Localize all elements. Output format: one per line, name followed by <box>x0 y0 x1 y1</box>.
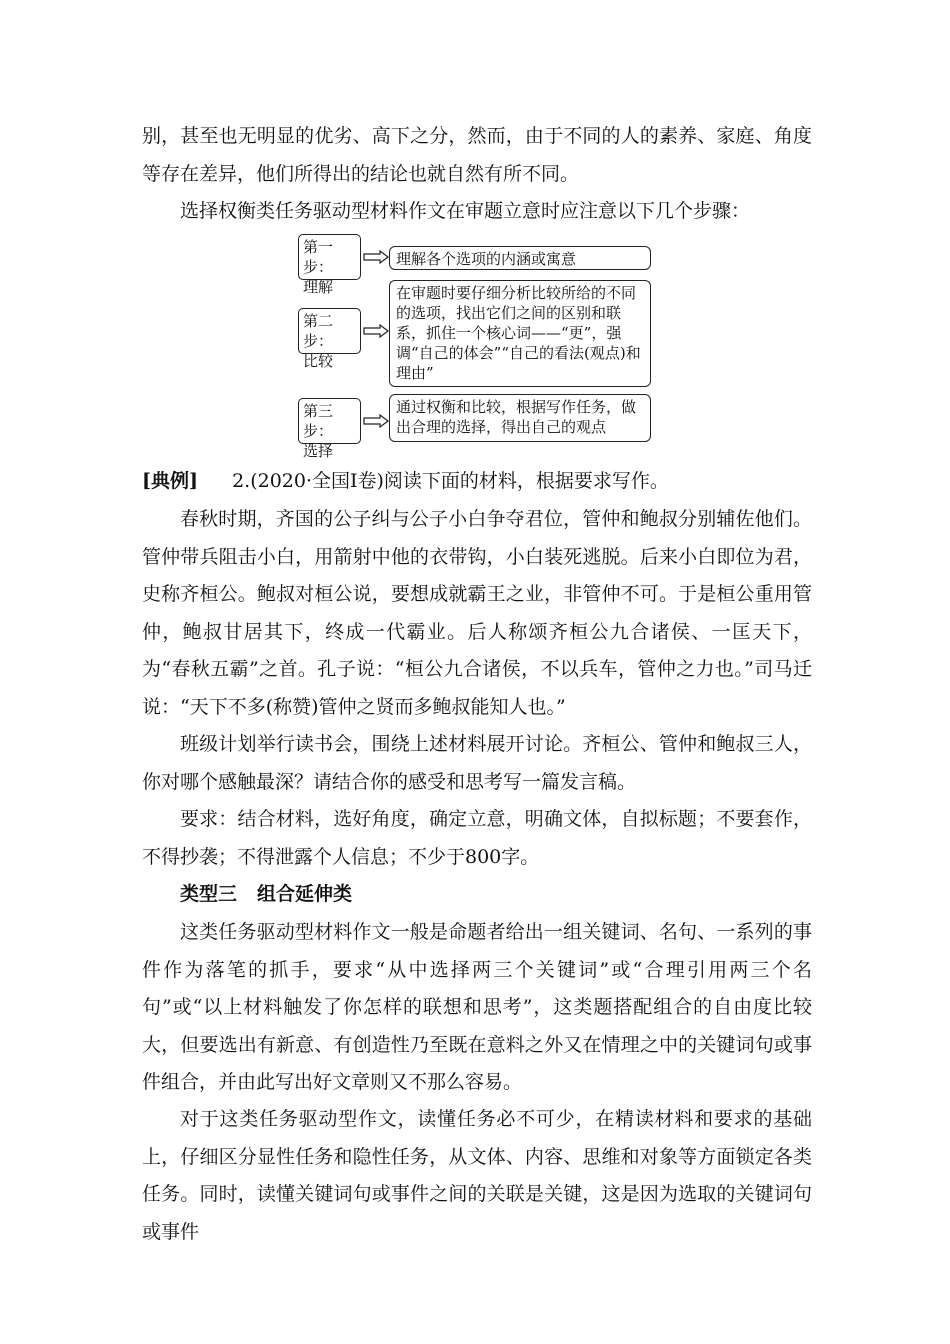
section-heading <box>180 876 352 914</box>
step-2-box <box>298 308 361 370</box>
step-2-label: 第二步： <box>303 312 334 350</box>
step-1-description: 理解各个选项的内涵或寓意 <box>389 246 651 270</box>
step-3-label: 第三步： <box>303 402 334 440</box>
example-tag: [典例] <box>142 470 198 492</box>
section-title: 组合延伸类 <box>257 883 353 905</box>
step-2-name: 比较 <box>303 352 334 370</box>
example-intro <box>142 463 812 501</box>
paragraph-continued: 别，甚至也无明显的优劣、高下之分，然而，由于不同的人的素养、家庭、角度等存在差异，他们所得出的结论也就自然有所不同。 <box>142 125 812 185</box>
step-3-description: 通过权衡和比较，根据写作任务，做出合理的选择，得出自己的观点 <box>389 394 651 442</box>
step-2-arrow-icon <box>363 324 389 338</box>
example-intro-text: 2.(2020·全国Ⅰ卷)阅读下面的材料，根据要求写作。 <box>232 470 669 492</box>
example-requirements: 要求：结合材料，选好角度，确定立意，明确文体，自拟标题；不要套作，不得抄袭；不得泄露个人信息；不少于800字。 <box>142 808 812 868</box>
section-paragraph-2: 对于这类任务驱动型作文，读懂任务必不可少，在精读材料和要求的基础上，仔细区分显性任务和隐性任务，从文体、内容、思维和对象等方面锁定各类任务。同时，读懂关键词句或事件之间的关联是关键，这是因为选取的关键词句或事件 <box>142 1108 812 1243</box>
step-3-name: 选择 <box>303 442 334 460</box>
step-1-arrow-icon <box>363 250 389 264</box>
steps-flow-diagram <box>298 234 654 460</box>
step-1-box <box>298 234 361 296</box>
example-material: 春秋时期，齐国的公子纠与公子小白争夺君位，管仲和鲍叔分别辅佐他们。管仲带兵阻击小白，用箭射中他的衣带钩，小白装死逃脱。后来小白即位为君，史称齐桓公。鲍叔对桓公说，要想成就霸王之业，非管仲不可。于是桓公重用管仲，鲍叔甘居其下，终成一代霸业。后人称颂齐桓公九合诸侯、一匡天下，为“春秋五霸”之首。孔子说：“桓公九合诸侯，不以兵车，管仲之力也。”司马迁说：“天下不多(称赞)管仲之贤而多鲍叔能知人也。” <box>142 508 812 718</box>
step-3-arrow-icon <box>363 414 389 428</box>
example-task: 班级计划举行读书会，围绕上述材料展开讨论。齐桓公、管仲和鲍叔三人，你对哪个感触最深？请结合你的感受和思考写一篇发言稿。 <box>142 733 812 793</box>
step-1-name: 理解 <box>303 278 334 296</box>
step-2-description: 在审题时要仔细分析比较所给的不同的选项，找出它们之间的区别和联系，抓住一个核心词——“更”，强调“自己的体会”“自己的看法(观点)和理由” <box>389 280 651 387</box>
paragraph-steps-intro: 选择权衡类任务驱动型材料作文在审题立意时应注意以下几个步骤： <box>180 200 751 222</box>
section-paragraph-1: 这类任务驱动型材料作文一般是命题者给出一组关键词、名句、一系列的事件作为落笔的抓手，要求“从中选择两三个关键词”或“合理引用两三个名句”或“以上材料触发了你怎样的联想和思考”，这类题搭配组合的自由度比较大，但要选出有新意、有创造性乃至既在意料之外又在情理之中的关键词句或事件组合，并由此写出好文章则又不那么容易。 <box>142 921 812 1093</box>
step-1-label: 第一步： <box>303 238 334 276</box>
section-label: 类型三 <box>180 883 238 905</box>
step-3-box <box>298 398 361 460</box>
